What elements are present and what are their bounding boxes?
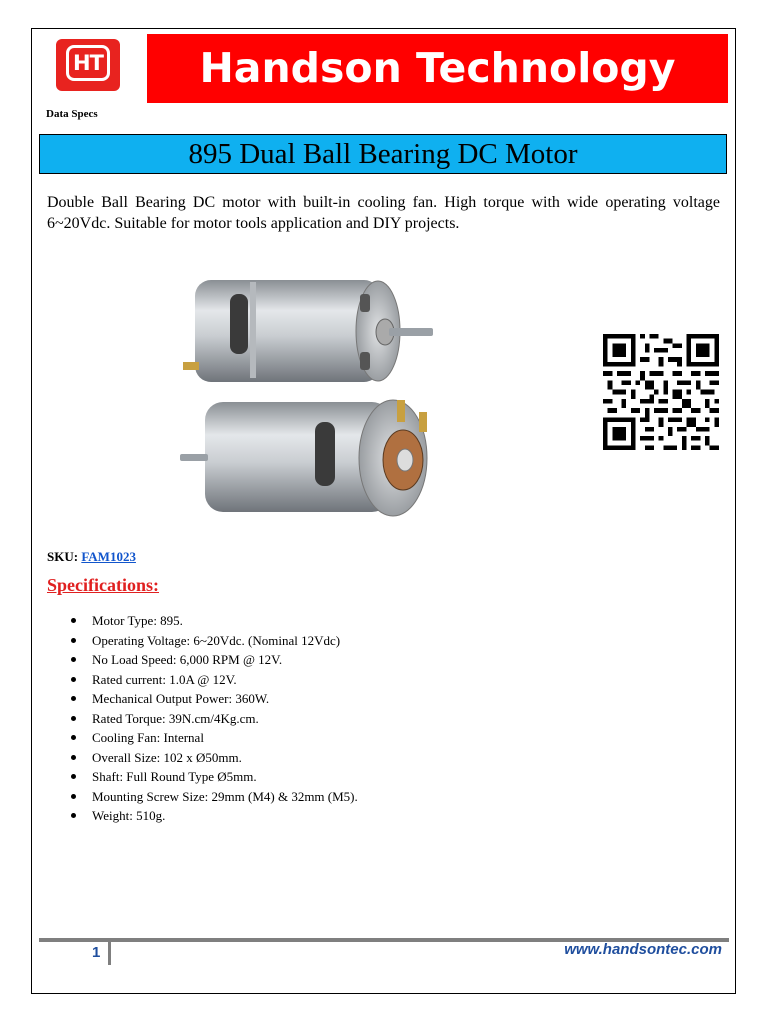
specifications-heading: Specifications: [47, 575, 159, 595]
sku-link[interactable]: FAM1023 [81, 549, 136, 564]
spec-item: Cooling Fan: Internal [92, 728, 358, 748]
page-number: 1 [92, 944, 101, 961]
motor-top [183, 280, 433, 382]
brand-logo [56, 39, 120, 91]
brand-banner: Handson Technology [147, 34, 728, 103]
spec-item: Motor Type: 895. [92, 611, 358, 631]
motor-photo [175, 272, 445, 534]
spec-item: Overall Size: 102 x Ø50mm. [92, 748, 358, 768]
sku-label: SKU: [47, 549, 79, 564]
spec-item: Shaft: Full Round Type Ø5mm. [92, 767, 358, 787]
product-description: Double Ball Bearing DC motor with built-in cooling fan. High torque with wide operating voltage 6~20Vdc. Suitable for motor tools application and DIY projects. [47, 194, 720, 232]
spec-item: Operating Voltage: 6~20Vdc. (Nominal 12Vdc) [92, 631, 358, 651]
spec-item: Rated current: 1.0A @ 12V. [92, 670, 358, 690]
product-title: 895 Dual Ball Bearing DC Motor [39, 134, 727, 174]
website-link[interactable]: www.handsontec.com [564, 941, 722, 958]
page-number-separator [108, 940, 111, 965]
sku-line [47, 549, 136, 565]
spec-item: Rated Torque: 39N.cm/4Kg.cm. [92, 709, 358, 729]
specifications-list [92, 611, 358, 826]
motor-bottom [180, 400, 427, 516]
section-label: Data Specs [46, 108, 98, 120]
spec-item: Mounting Screw Size: 29mm (M4) & 32mm (M5). [92, 787, 358, 807]
spec-item: Weight: 510g. [92, 806, 358, 826]
spec-item: Mechanical Output Power: 360W. [92, 689, 358, 709]
qr-code [601, 334, 721, 450]
logo-text: HT [66, 45, 110, 81]
spec-item: No Load Speed: 6,000 RPM @ 12V. [92, 650, 358, 670]
